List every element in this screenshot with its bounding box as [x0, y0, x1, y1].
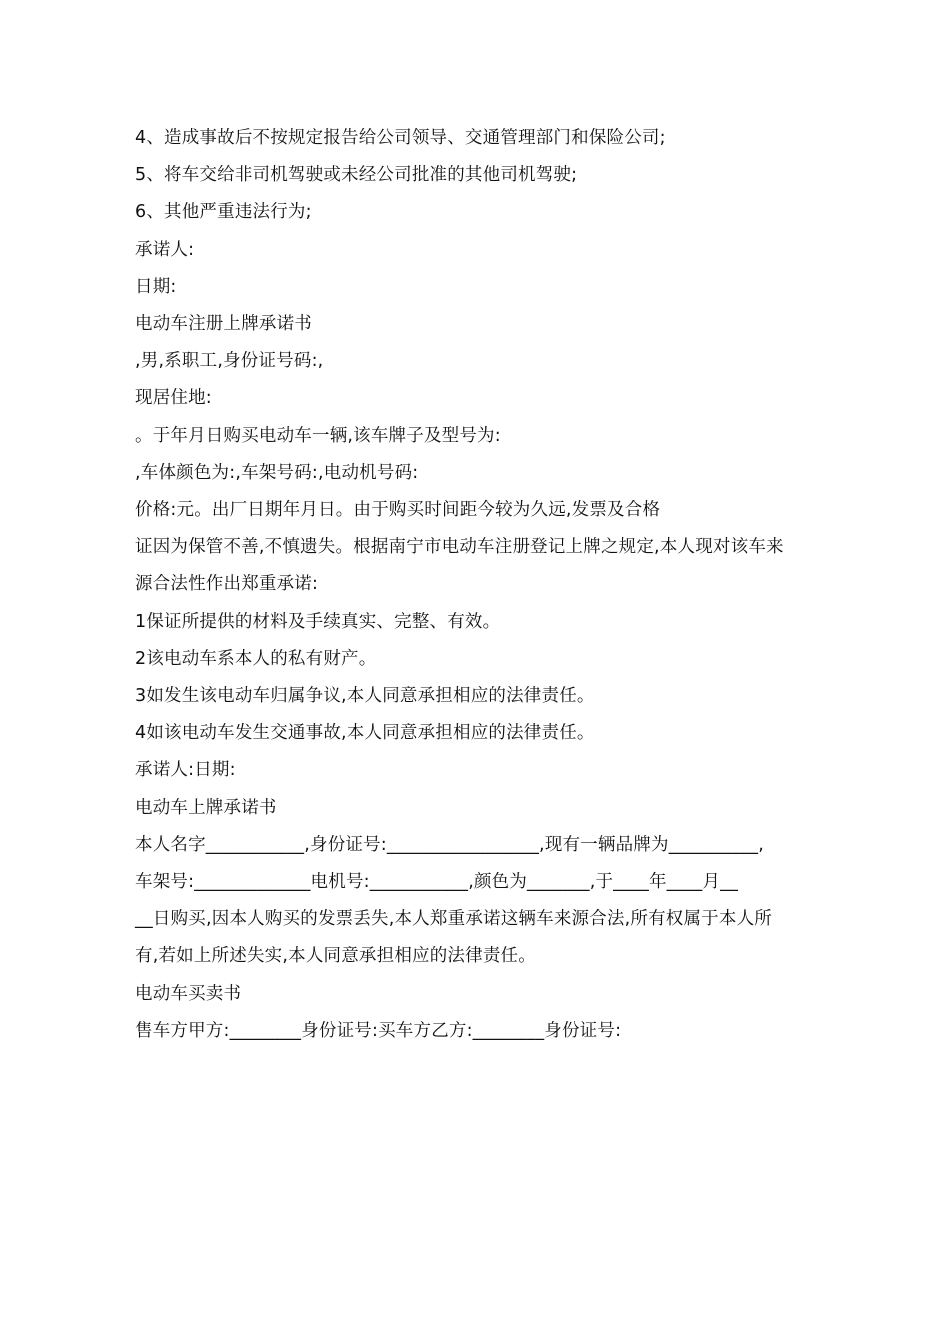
paragraph-legality-pledge: 源合法性作出郑重承诺: [135, 574, 319, 595]
promisor-date-label: 承诺人:日期: [135, 760, 236, 781]
paragraph-residence: 现居住地: [135, 388, 212, 409]
pledge-item-4: 4如该电动车发生交通事故,本人同意承担相应的法律责任。 [135, 723, 595, 744]
paragraph-identity: ,男,系职工,身份证号码:, [135, 351, 324, 372]
paragraph-seller-buyer: 售车方甲方:________身份证号:买车方乙方:________身份证号: [135, 1020, 622, 1041]
paragraph-purchase: 。于年月日购买电动车一辆,该车牌子及型号为: [135, 425, 501, 446]
paragraph-violation-5: 5、将车交给非司机驾驶或未经公司批准的其他司机驾驶; [135, 165, 578, 186]
document-body [116, 120, 836, 1050]
paragraph-liability: 有,若如上所述失实,本人同意承担相应的法律责任。 [135, 946, 536, 967]
promisor-label: 承诺人: [135, 239, 195, 260]
pledge-item-1: 1保证所提供的材料及手续真实、完整、有效。 [135, 611, 501, 632]
paragraph-violation-4: 4、造成事故后不按规定报告给公司领导、交通管理部门和保险公司; [135, 128, 666, 148]
paragraph-invoice-lost: __日购买,因本人购买的发票丢失,本人郑重承诺这辆车来源合法,所有权属于本人所 [135, 909, 772, 930]
pledge-item-2: 2该电动车系本人的私有财产。 [135, 648, 377, 669]
paragraph-price: 价格:元。出厂日期年月日。由于购买时间距今较为久远,发票及合格 [135, 500, 661, 521]
paragraph-name-id-brand: 本人名字___________,身份证号:_________________,现有一辆品牌为__________, [135, 834, 764, 855]
date-label: 日期: [135, 276, 177, 297]
section-title-sale-agreement: 电动车买卖书 [135, 983, 242, 1004]
paragraph-vehicle-details: ,车体颜色为:,车架号码:,电动机号码: [135, 462, 419, 483]
paragraph-frame-motor-color: 车架号:_____________电机号:___________,颜色为_______,于____年____月__ [135, 872, 739, 893]
section-title-plate-pledge: 电动车上牌承诺书 [135, 797, 277, 818]
paragraph-violation-6: 6、其他严重违法行为; [135, 202, 312, 223]
paragraph-certificate-lost: 证因为保管不善,不慎遗失。根据南宁市电动车注册登记上牌之规定,本人现对该车来 [135, 537, 784, 558]
section-title-registration-pledge: 电动车注册上牌承诺书 [135, 314, 312, 335]
pledge-item-3: 3如发生该电动车归属争议,本人同意承担相应的法律责任。 [135, 686, 595, 707]
